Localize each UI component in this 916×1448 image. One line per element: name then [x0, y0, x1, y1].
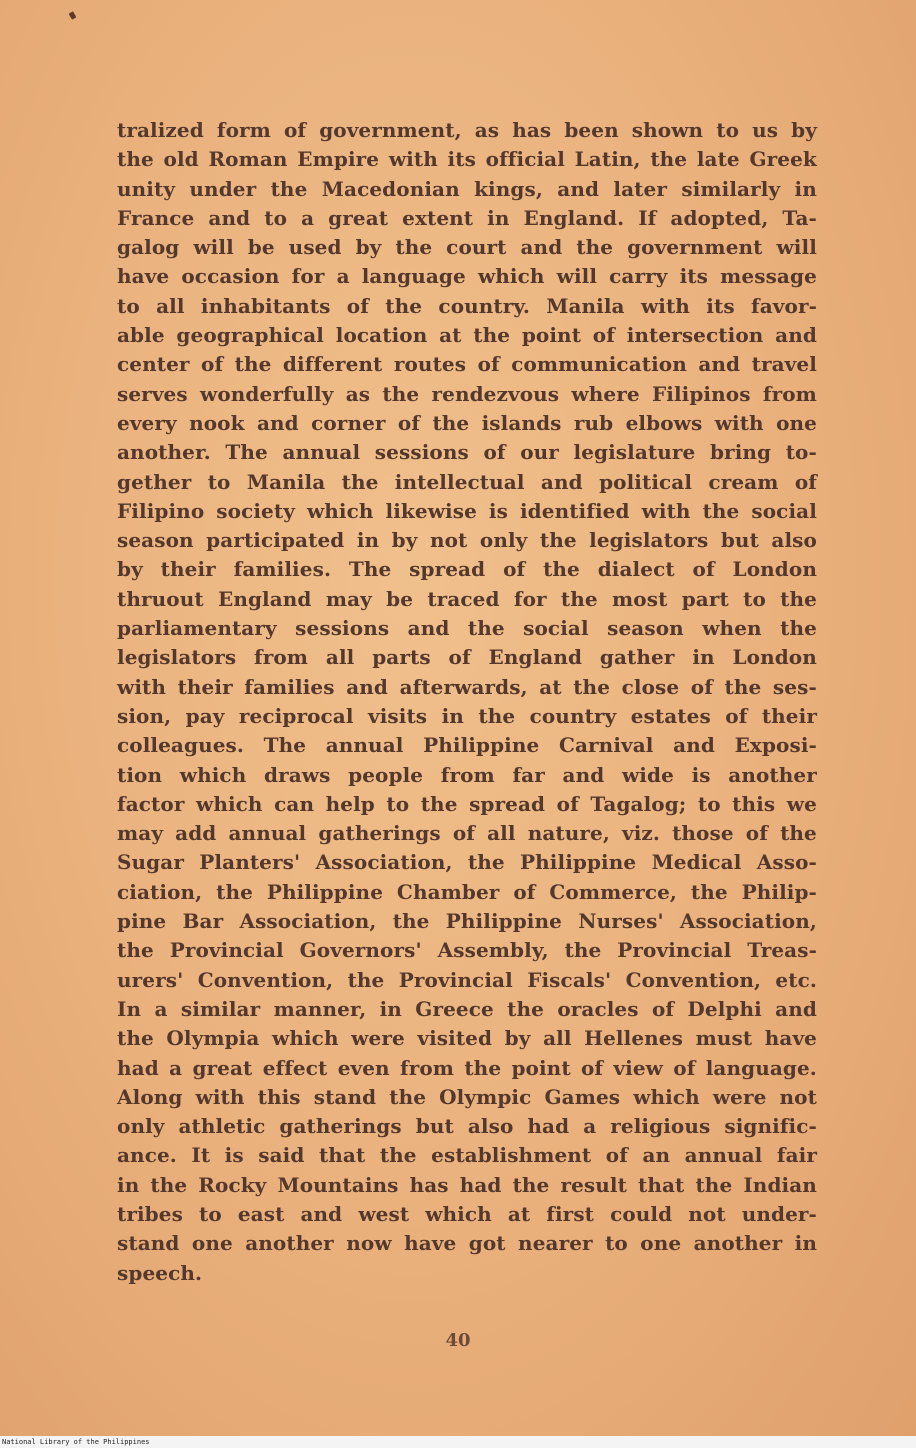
- text-line: another. The annual sessions of our legislature bring to-: [117, 440, 817, 465]
- text-line: may add annual gatherings of all nature, viz. those of the: [117, 821, 817, 846]
- footer-credit: National Library of the Philippines: [2, 1438, 150, 1446]
- text-line: to all inhabitants of the country. Manila with its favor-: [117, 293, 817, 318]
- text-line: pine Bar Association, the Philippine Nurses' Association,: [117, 909, 817, 934]
- page-number: 40: [445, 1330, 471, 1351]
- text-line: only athletic gatherings but also had a religious signific-: [117, 1114, 817, 1139]
- body-text: [117, 116, 817, 1288]
- text-line: Along with this stand the Olympic Games which were not: [117, 1084, 817, 1109]
- text-line: unity under the Macedonian kings, and later similarly in: [117, 176, 817, 201]
- text-line: France and to a great extent in England. If adopted, Ta-: [117, 205, 817, 230]
- text-line: serves wonderfully as the rendezvous where Filipinos from: [117, 381, 817, 406]
- text-line: galog will be used by the court and the government will: [117, 235, 817, 260]
- text-line: Sugar Planters' Association, the Philippine Medical Asso-: [117, 850, 817, 875]
- text-line: the old Roman Empire with its official Latin, the late Greek: [117, 147, 817, 172]
- text-line: tribes to east and west which at first could not under-: [117, 1201, 817, 1226]
- footer-strip: [0, 1436, 916, 1448]
- ink-mark: [69, 11, 77, 20]
- text-line: with their families and afterwards, at the close of the ses-: [117, 674, 817, 699]
- text-line: tralized form of government, as has been shown to us by: [117, 118, 817, 142]
- text-line: speech.: [117, 1260, 203, 1285]
- text-line: the Olympia which were visited by all Hellenes must have: [117, 1026, 817, 1051]
- text-line: legislators from all parts of England gather in London: [117, 645, 817, 670]
- text-line: ance. It is said that the establishment of an annual fair: [117, 1143, 817, 1168]
- text-line: the Provincial Governors' Assembly, the Provincial Treas-: [117, 938, 817, 963]
- text-line: Filipino society which likewise is identified with the social: [117, 498, 817, 523]
- text-line: sion, pay reciprocal visits in the country estates of their: [117, 703, 817, 728]
- text-line: urers' Convention, the Provincial Fiscals' Convention, etc.: [117, 967, 817, 992]
- text-line: parliamentary sessions and the social season when the: [117, 616, 817, 641]
- text-line: stand one another now have got nearer to one another in: [117, 1231, 817, 1256]
- text-line: every nook and corner of the islands rub elbows with one: [117, 410, 817, 435]
- text-line: in the Rocky Mountains has had the result that the Indian: [117, 1172, 817, 1197]
- text-line: colleagues. The annual Philippine Carnival and Exposi-: [117, 733, 817, 758]
- text-line: have occasion for a language which will carry its message: [117, 264, 817, 289]
- text-line: factor which can help to the spread of Tagalog; to this we: [117, 791, 817, 816]
- text-line: tion which draws people from far and wide is another: [117, 762, 817, 787]
- text-line: able geographical location at the point of intersection and: [117, 323, 817, 348]
- text-line: In a similar manner, in Greece the oracles of Delphi and: [117, 996, 817, 1021]
- text-line: by their families. The spread of the dialect of London: [117, 557, 817, 582]
- text-line: gether to Manila the intellectual and political cream of: [117, 469, 817, 494]
- text-line: ciation, the Philippine Chamber of Commerce, the Philip-: [117, 879, 817, 904]
- text-line: thruout England may be traced for the most part to the: [117, 586, 817, 611]
- text-line: season participated in by not only the legislators but also: [117, 528, 817, 553]
- text-line: center of the different routes of communication and travel: [117, 352, 817, 377]
- text-line: had a great effect even from the point of view of language.: [117, 1055, 817, 1080]
